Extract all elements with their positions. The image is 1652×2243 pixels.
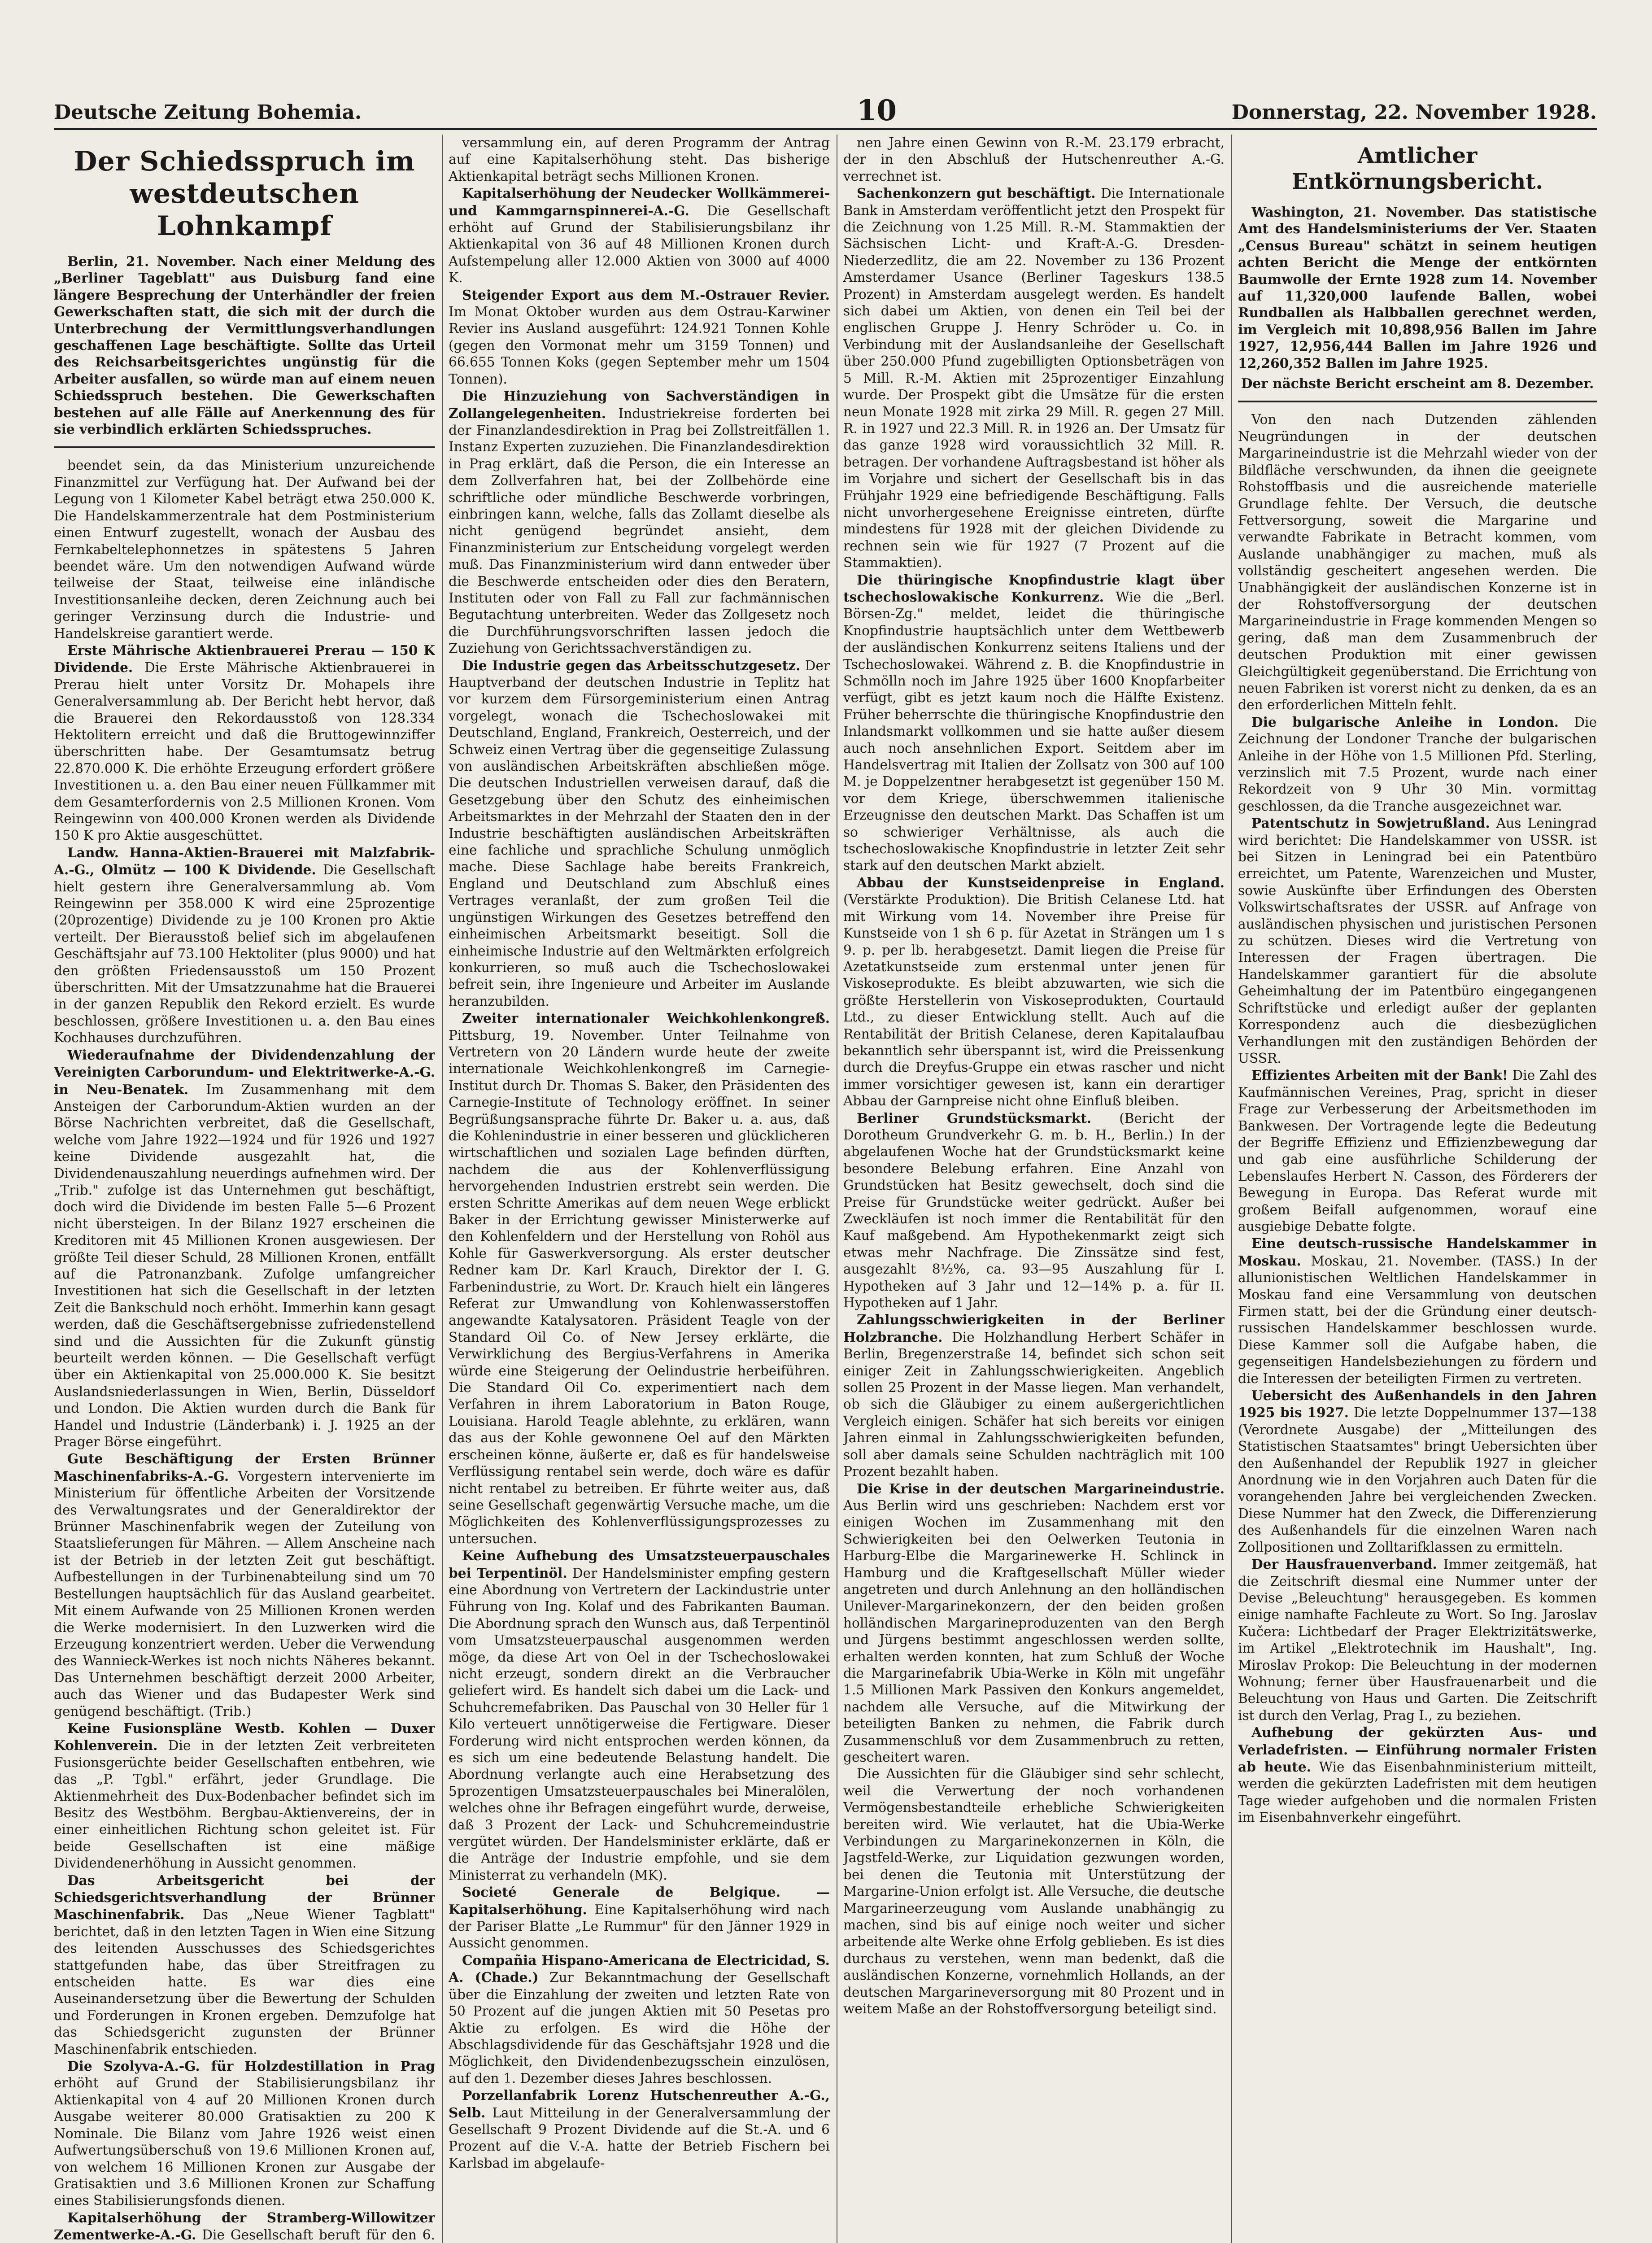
news-item [843, 1311, 1225, 1480]
news-item-heading: Kapitalserhöhung der Neudecker Wollkämmerei- und Kammgarnspinnerei-A.-G. [449, 185, 830, 218]
news-item-heading: Zweiter internationaler Weichkohlenkongreß. [462, 1010, 830, 1026]
news-item-text: Das „Neue Wiener Tagblatt" berichtet, daß in den letzten Tagen in Wien eine Sitzung des leitenden Ausschusses des Schiedsgerichtes stattgefunden habe, das über Streitfragen zu entscheiden hatte. Es war dies eine Auseinandersetzung über die Bewertung der Schulden und Forderungen in Kronen ergeben. Demzufolge hat das Schiedsgericht zugunsten der Brünner Maschinenfabrik entschieden. [54, 1907, 435, 2057]
news-item [449, 1884, 830, 1952]
news-item-heading: Die bulgarische Anleihe in London. [1251, 714, 1559, 730]
news-item [54, 1450, 435, 1720]
news-item [449, 1547, 830, 1884]
news-item-text: Industriekreise forderten bei der Finanzlandesdirektion in Prag bei Zollstreitfällen 1. Instanz Experten zuzuziehen. Die Finanzlandesdirektion in Prag erklärt, daß die Person, die ein Interesse an dem Zollverfahren hat, bei der Zollbehörde eine schriftliche oder mündliche Beschwerde vorbringen, einbringen kann, welche, falls das Zollamt dieselbe als nicht genügend begründet ansieht, dem Finanzministerium zur Entscheidung vorgelegt werden muß. Das Finanzministerium wird dann entweder über die Beschwerde entscheiden oder dies den Beratern, Instituten oder von Fall zu Fall zur fachmännischen Begutachtung unterbreiten. Weder das Zollgesetz noch die Durchführungsvorschriften lassen jedoch die Zuziehung von Gerichtssachverständigen zu. [449, 406, 830, 656]
col3-items [843, 135, 1225, 2018]
news-item-text: Die Aussichten für die Gläubiger sind sehr schlecht, weil die Verwertung der noch vorhandenen Vermögensbestandteile erhebliche Schwierigkeiten bereiten wird. Wie verlautet, hat die Ubia-Werke Verbindungen zu Margarinekonzernen in Köln, die Jagstfeld-Werke, zur Liquidation gezwungen worden, bei denen die Teutonia mit Unterstützung der Margarine-Union erfolgt ist. Alle Versuche, die deutsche Margarineerzeugung vom Auslande unabhängig zu machen, sind bis auf einige noch weiter und sicher arbeitende alte Werke ohne Erfolg geblieben. Es ist dies durchaus zu verstehen, wenn man bedenkt, daß die ausländischen Konzerne, vornehmlich Hollands, an der deutschen Margarineversorgung mit 80 Prozent und in weitem Maße an der Rohstoffversorgung beteiligt sind. [843, 1766, 1225, 2017]
news-item-heading: Keine Fusionspläne Westb. Kohlen — Duxer Kohlenverein. [54, 1720, 435, 1754]
news-item-heading: Zahlungsschwierigkeiten in der Berliner Holzbranche. [843, 1312, 1225, 1345]
news-item-heading: Die Hinzuziehung von Sachverständigen in Zollangelegenheiten. [449, 388, 830, 421]
column-3 [843, 135, 1225, 2243]
news-item [843, 874, 1225, 1110]
news-item-text: Der Hauptverband der deutschen Industrie in Teplitz hat vor kurzem dem Fürsorgeministerium einen Antrag vorgelegt, wonach die Tschechoslowakei mit Deutschland, England, Frankreich, Oesterreich, und der Schweiz einen Vertrag über die gegenseitige Zulassung von ausländischen Arbeitskräften abschließen möge. Die deutschen Industriellen verweisen darauf, daß die Gesetzgebung über den Schutz des einheimischen Arbeitsmarktes in der Mehrzahl der Staaten den in der Industrie beschäftigten ausländischen Arbeitskräften eine fachliche und sprachliche Schulung unmöglich mache. Diese Sachlage habe bereits Frankreich, England und Deutschland zum Abschluß eines Vertrages veranlaßt, der zum großen Teil die ungünstigen Wirkungen des Gesetzes betreffend den einheimischen Arbeitsmarkt beseitigt. Soll die einheimische Industrie auf den Weltmärkten erfolgreich konkurrieren, so muß auch die Tschechoslowakei befreit sein, ihre Ingenieure und Arbeiter im Auslande heranzubilden. [449, 658, 830, 1009]
news-item-heading: Die thüringische Knopfindustrie klagt über tschechoslowakische Konkurrenz. [843, 572, 1225, 605]
news-item-heading: Wiederaufnahme der Dividendenzahlung der Vereinigten Carborundum- und Elektritwerke-A.-G. in Neu-Benatek. [54, 1047, 435, 1097]
strike-lead: Berlin, 21. November. Nach einer Meldung des „Berliner Tageblatt" aus Duisburg fand eine längere Besprechung der Unterhändler der freien Gewerkschaften statt, die sich mit der durch die Unterbrechung der Vermittlungsverhandlungen geschaffenen Lage beschäftigte. Sollte das Urteil des Reichsarbeitsgerichtes ungünstig für die Arbeiter ausfallen, so würde man auf einem neuen Schiedsspruch bestehen. Die Gewerkschaften bestehen auf alle Fälle auf Anerkennung des für sie verbindlich erklärten Schiedsspruches. [54, 253, 435, 437]
news-item-text: Im Zusammenhang mit dem Ansteigen der Carborundum-Aktien wurden an der Börse Nachrichten verbreitet, daß die Gesellschaft, welche vom Jahre 1922—1924 und für 1926 und 1927 keine Dividende ausgezahlt hat, die Dividendenauszahlung neuerdings aufnehmen wird. Der „Trib." zufolge ist das Unternehmen gut beschäftigt, doch wird die Dividende im besten Falle 5—6 Prozent nicht übersteigen. In der Bilanz 1927 erscheinen die Kreditoren mit 45 Millionen Kronen ausgewiesen. Der größte Teil dieser Schuld, 28 Millionen Kronen, entfällt auf die Patronanzbank. Zufolge umfangreicher Investitionen hat sich die Gesellschaft in der letzten Zeit die Bankschuld noch erhöht. Immerhin kann gesagt werden, daß die Geschäftsergebnisse zufriedenstellend sind und die Aussichten für die Zukunft günstig beurteilt werden können. — Die Gesellschaft verfügt über ein Aktienkapital von 25.000.000 K. Sie besitzt Auslandsniederlassungen in Wien, Berlin, Düsseldorf und London. Die Aktien wurden durch die Bank für Handel und Industrie (Länderbank) i. J. 1925 an der Prager Börse eingeführt. [54, 1082, 435, 1450]
news-item-heading: Effizientes Arbeiten mit der Bank! [1251, 1067, 1508, 1083]
news-item [54, 2209, 435, 2243]
news-item-text: Vorgestern intervenierte im Ministerium für öffentliche Arbeiten der Vorsitzende des Verwaltungsrates und der Generaldirektor der Brünner Maschinenfabrik wegen der Zuteilung von Staatslieferungen für Mähren. — Allem Anscheine nach ist der Betrieb in der letzten Zeit gut beschäftigt. Aufbestellungen in der Turbinenabteilung sind um 70 Bestellungen hauptsächlich für das Ausland gearbeitet. Mit einem Aufwande von 25 Millionen Kronen werden die Werke modernisiert. In den Luzwerken wird die Erzeugung konzentriert werden. Ueber die Verwendung des Wannieck-Werkes ist noch nichts Näheres bekannt. Das Unternehmen beschäftigt derzeit 2000 Arbeiter, auch das Wiener und das Budapester Werk sind genügend beschäftigt. (Trib.) [54, 1468, 435, 1719]
news-item-heading: Keine Aufhebung des Umsatzsteuerpauschales bei Terpentinöl. [449, 1548, 830, 1581]
news-item [449, 135, 830, 185]
news-item-text: Die Gesellschaft hielt gestern ihre Generalversammlung ab. Vom Reingewinn per 358.000 K wird eine 25prozentige (20prozentige) Dividende zu je 100 Kronen pro Aktie verteilt. Der Bierausstoß belief sich im abgelaufenen Geschäftsjahr auf 73.100 Hektoliter (plus 9000) und hat den größten Friedensausstoß um 150 Prozent überschritten. Mit der Umsatzzunahme hat die Brauerei in der ganzen Republik den Rekord erzielt. Es wurde beschlossen, größere Investitionen u. a. den Bau eines Kochhauses durchzuführen. [54, 862, 435, 1046]
news-item-text: Im Monat Oktober wurden aus dem Ostrau-Karwiner Revier ins Ausland ausgeführt: 124.921 Tonnen Kohle (gegen den Vormonat mehr um 3159 Tonnen) und 66.655 Tonnen Koks (gegen September mehr um 1504 Tonnen). [449, 304, 830, 387]
headline-cotton: Amtlicher Entkörnungsbericht. [1291, 143, 1543, 194]
column-rule [1231, 135, 1232, 2243]
news-item-heading: Kapitalserhöhung der Stramberg-Willowitzer Zementwerke-A.-G. [54, 2209, 435, 2243]
cotton-lead: Washington, 21. November. Das statistische Amt des Handelsministeriums der Ver. Staaten „Census Bureau" schätzt in seinem heutigen achten Bericht die Menge der entkörnten Baumwolle der Ernte 1928 zum 14. November auf 11,320,000 laufende Ballen, wobei Rundballen als Halbballen gerechnet werden, im Vergleich mit 10,898,956 Ballen im Jahre 1927, 12,956,444 Ballen im Jahre 1926 und 12,260,352 Ballen im Jahre 1925. [1238, 204, 1597, 371]
news-item-text: Die Erste Mährische Aktienbrauerei in Prerau hielt unter Vorsitz Dr. Mohapels ihre Generalversammlung ab. Der Bericht hebt hervor, daß die Brauerei den Rekordausstoß von 128.334 Hektolitern erreicht und daß die Bruttogewinnziffer überschritten habe. Der Gesamtumsatz betrug 22.870.000 K. Die erhöhte Erzeugung erfordert größere Investitionen u. a. den Bau einer neuen Füllkammer mit dem Gesamterfordernis von 2.5 Millionen Kronen. Vom Reingewinn von 400.000 Kronen werden als Dividende 150 K pro Aktie ausgeschüttet. [54, 660, 435, 843]
news-item-heading: Societé Generale de Belgique. — Kapitalserhöhung. [449, 1884, 830, 1917]
news-item-text: Die in der letzten Zeit verbreiteten Fusionsgerüchte beider Gesellschaften entbehren, wie das „P. Tgbl." erfährt, jeder Grundlage. Die Aktienmehrheit des Dux-Bodenbacher befindet sich im Besitz des Westböhm. Bergbau-Aktienvereins, der in einer einheitlichen Richtung schon geleitet ist. Für beide Gesellschaften ist eine mäßige Dividendenerhöhung in Aussicht genommen. [54, 1738, 435, 1871]
news-item-text: Die Gesellschaft erhöht auf Grund der Stabilisierungsbilanz ihr Aktienkapital von 36 auf 48 Millionen Kronen durch Aufstempelung aller 12.000 Aktien von 3000 auf 4000 K. [449, 203, 830, 286]
news-item [843, 135, 1225, 185]
news-item-text: Aus Berlin wird uns geschrieben: Nachdem erst vor einigen Wochen im Zusammenhang mit den Schwierigkeiten bei den Oelwerken Teutonia in Harburg-Elbe die Margarinewerke H. Schlinck in Hamburg und die Kraftgesellschaft Müller wieder angetreten und durch Anlehnung an den holländischen Unilever-Margarinekonzern, der den beiden großen holländischen Margarineproduzenten van den Bergh und Jürgens bestimmt angeschlossen werden sollte, erhalten werden konnten, hat zum Schluß der Woche die Margarinefabrik Ubia-Werke in Köln mit ungefähr 1.5 Millionen Mark Passiven den Konkurs angemeldet, nachdem alle Versuche, auf die Mitwirkung der beteiligten Banken zu nehmen, die Fabrik durch Zusammenschluß vor dem Zusammenbruch zu retten, gescheitert waren. [843, 1497, 1225, 1765]
news-item-heading: Gute Beschäftigung der Ersten Brünner Maschinenfabriks-A.-G. [54, 1451, 435, 1484]
news-item [54, 1720, 435, 1872]
news-item-text: Die letzte Doppelnummer 137—138 (Verordnete Ausgabe) der „Mitteilungen des Statistischen Staatsamtes" bringt Uebersichten über den Außenhandel der Republik 1927 in gleicher Anordnung wie in den Vorjahren auch Daten für die vorangehenden Jahre bei vergleichenden Zwecken. Diese Nummer hat den Zweck, die Differenzierung des Außenhandels für die einzelnen Waren nach Zollpositionen und Zolltarifklassen zu ermitteln. [1238, 1405, 1597, 1555]
news-item-heading: Die Krise in der deutschen Margarineindustrie. [857, 1480, 1225, 1497]
news-item-text: Wie das Eisenbahnministerium mitteilt, werden die gekürzten Ladefristen mit dem heutigen Tage wieder aufgehoben und die normalen Fristen im Eisenbahnverkehr eingeführt. [1238, 1759, 1597, 1825]
news-item-heading: Die Industrie gegen das Arbeitsschutzgesetz. [462, 657, 801, 673]
news-item [449, 1010, 830, 1547]
section-divider [1238, 401, 1597, 402]
news-item [843, 1480, 1225, 1766]
column-4 [1238, 135, 1597, 2243]
news-item [449, 1952, 830, 2087]
news-item-heading: Der Hausfrauenverband. [1251, 1556, 1437, 1572]
news-item [843, 1110, 1225, 1312]
news-item [843, 185, 1225, 571]
news-item [1238, 1067, 1597, 1235]
paper-name: Deutsche Zeitung Bohemia. [54, 101, 362, 124]
news-item [54, 1872, 435, 2058]
news-item-text: Die Holzhandlung Herbert Schäfer in Berlin, Bregenzerstraße 14, befindet sich schon seit einiger Zeit in Zahlungsschwierigkeiten. Angeblich sollen 25 Prozent in der Masse liegen. Man verhandelt, ob sich die Gläubiger zu einem außergerichtlichen Vergleich einigen. Schäfer hat sich bereits vor einigen Jahren einmal in Zahlungsschwierigkeiten befunden, soll aber damals seine Schulden nachträglich mit 100 Prozent bezahlt haben. [843, 1329, 1225, 1479]
news-item-text: Der Handelsminister empfing gestern eine Abordnung von Vertretern der Lackindustrie unter Führung von Ing. Kolaf und des Fabrikanten Bauman. Die Abordnung sprach den Wunsch aus, daß Terpentinöl vom Umsatzsteuerpauschal ausgenommen werden möge, da diese Art von Oel in der Tschechoslowakei nicht erzeugt, sondern direkt an die Verbraucher geliefert wird. Es handelt sich dabei um die Lack- und Schuhcremefabriken. Das Pauschal von 30 Heller für 1 Kilo verteuert unnötigerweise die Fertigware. Dieser Forderung wird nicht entsprochen werden können, da es sich um eine bedeutende Belastung handelt. Die Abordnung verlangte auch eine Herabsetzung des 5prozentigen Umsatzsteuerpauschales bei Mineralölen, welches ohne ihr Befragen eingeführt wurde, derweise, daß 3 Prozent der Lack- und Schuhcremeindustrie vergütet würden. Der Handelsminister erklärte, daß er die Anträge der Industrie empfohle, und sie dem Ministerrat zu verhandeln (MK). [449, 1565, 830, 1883]
col2-items [449, 135, 830, 2172]
news-item-heading: Sachenkonzern gut beschäftigt. [857, 185, 1096, 201]
news-item-heading: Patentschutz in Sowjetrußland. [1251, 815, 1490, 831]
news-item-text: (Bericht der Dorotheum Grundverkehr G. m. b. H., Berlin.) In der abgelaufenen Woche hat der Grundstücksmarkt keine besondere Belebung erfahren. Eine Anzahl von Grundstücken hat Besitz gewechselt, doch sind die Preise für Grundstücke weiter gedrückt. Außer bei Zweckläufen ist noch immer die Rentabilität für den Kauf maßgebend. Am Hypothekenmarkt zeigt sich etwas mehr Nachfrage. Die Zinssätze sind fest, ausgezahlt 8½%, ca. 93—95 Auszahlung für I. Hypotheken auf 3 Jahr und 12—14% p. a. für II. Hypotheken auf 1 Jahr. [843, 1110, 1225, 1311]
news-item [54, 642, 435, 844]
news-item [449, 185, 830, 286]
news-item-heading: Aufhebung der gekürzten Aus- und Verladefristen. — Einführung normaler Fristen ab heute. [1238, 1724, 1597, 1775]
news-item-text: versammlung ein, auf deren Programm der Antrag auf eine Kapitalserhöhung steht. Das bisherige Aktienkapital beträgt sechs Millionen Kronen. [449, 135, 830, 184]
news-item [1238, 1724, 1597, 1826]
news-item-heading: Uebersicht des Außenhandels in den Jahren 1925 bis 1927. [1238, 1388, 1597, 1421]
page-number: 10 [857, 94, 897, 127]
issue-date: Donnerstag, 22. November 1928. [1231, 101, 1597, 124]
column-1 [54, 135, 435, 2243]
column-rule [442, 135, 443, 2243]
news-item-text: Eine Kapitalserhöhung wird nach der Pariser Blatte „Le Rummur" für den Jänner 1929 in Aussicht genommen. [449, 1902, 830, 1951]
news-item-heading: Die Szolyva-A.-G. für Holzdestillation in Prag [67, 2058, 435, 2074]
news-item-text: Von den nach Dutzenden zählenden Neugründungen in der deutschen Margarineindustrie ist die Mehrzahl wieder von der Bildfläche verschwunden, da ihnen die geeignete Rohstoffbasis und die ausreichende materielle Grundlage fehlte. Der Versuch, die deutsche Fettversorgung, soweit die Margarine und verwandte Fabrikate in Betracht kommen, vom Auslande unabhängiger zu machen, muß als vollständig gescheitert angesehen werden. Die Unabhängigkeit der ausländischen Konzerne ist in der Rohstoffversorgung der deutschen Margarineindustrie in Frage kommenden Mengen so gering, daß man dem Zusammenbruch der deutschen Produktion mit einer gewissen Gleichgültigkeit gegenüberstand. Die Errichtung von neuen Fabriken ist vorerst nicht zu denken, da es an den erforderlichen Mitteln fehlt. [1238, 412, 1597, 713]
news-item-text: Laut Mitteilung in der Generalversammlung der Gesellschaft 9 Prozent Dividende auf die St.-A. und 6 Prozent auf die V.-A. hatte der Betrieb Fischern bei Karlsbad im abgelaufe- [449, 2105, 830, 2171]
news-item-text: Wie die „Berl. Börsen-Zg." meldet, leidet die thüringische Knopfindustrie hauptsächlich unter dem Wettbewerb der ausländischen Konkurrenz seitens Italiens und der Tschechoslowakei. Während z. B. die Knopfindustrie in Schmölln noch im Jahre 1925 über 1600 Knopfarbeiter verfügt, gibt es jetzt kaum noch die Hälfte Existenz. Früher beherrschte die thüringische Knopfindustrie den Inlandsmarkt vollkommen und sie hatte außer diesem auch noch ansehnlichen Export. Seitdem aber im Handelsvertrag mit Italien der Zollsatz von 300 auf 100 M. je Doppelzentner herabgesetzt ist gegenüber 150 M. vor dem Kriege, überschwemmen italienische Erzeugnisse den deutschen Markt. Das Schaffen ist um so schwieriger Verhältnisse, als auch die tschechoslowakische Knopfindustrie in letzter Zeit sehr stark auf den deutschen Markt abzielt. [843, 589, 1225, 873]
news-item [1238, 714, 1597, 815]
news-item-text: Die Zeichnung der Londoner Tranche der bulgarischen Anleihe in der Höhe von 1.5 Millionen Pfd. Sterling, verzinslich mit 7.5 Prozent, wurde nach einer Rekordzeit von 9 Uhr 30 Min. vormittag geschlossen, da die Tranche ausgezeichnet war. [1238, 714, 1597, 814]
news-item-heading: Berliner Grundstücksmarkt. [857, 1110, 1092, 1126]
news-item [449, 287, 830, 388]
news-item-text: Moskau, 21. November. (TASS.) In der allunionistischen Weltlichen Handelskammer in Moskau fand eine Versammlung von deutschen Firmen statt, bei der die Gründung einer deutsch-russischen Handelskammer beschlossen wurde. Diese Kammer soll die Aufgabe haben, die gegenseitigen Handelsbeziehungen zu fördern und die Interessen der beteiligten Firmen zu vertreten. [1238, 1253, 1597, 1386]
news-item-heading: Abbau der Kunstseidenpreise in England. [857, 874, 1225, 890]
news-item [54, 1047, 435, 1451]
news-item [843, 572, 1225, 874]
news-item-text: Die Zahl des Kaufmännischen Vereines, Prag, spricht in dieser Frage zur Verbesserung der Arbeitsmethoden im Bankwesen. Der Vortragende legte die Bedeutung der Begriffe Effizienz und Effizienzbewegung dar und gab eine ausführliche Schilderung der Lebenslaufes Herbert N. Casson, des Förderers der Bewegung in Europa. Das Referat wurde mit großem Beifall aufgenommen, worauf eine ausgiebige Debatte folgte. [1238, 1068, 1597, 1234]
news-item-text: Aus Leningrad wird berichtet: Die Handelskammer von USSR. ist bei Sitzen in Leningrad bei ein Patentbüro erreichtet, um Patente, Warenzeichen und Muster, sowie Auskünfte über Erfindungen des Obersten Volkswirtschaftsrates der USSR. auf Anfrage von ausländischen physischen und juristischen Personen zu schützen. Dieses wird die Vertretung von Interessen der Fragen übertragen. Die Handelskammer garantiert für die absolute Geheimhaltung der im Patentbüro eingegangenen Schriftstücke und erledigt außer der geplanten Korrespondenz auch die diesbezüglichen Verhandlungen mit den zuständigen Behörden der USSR. [1238, 816, 1597, 1066]
news-item-heading: Eine deutsch-russische Handelskammer in Moskau. [1238, 1235, 1597, 1269]
section-divider [54, 446, 435, 448]
news-item [1238, 1556, 1597, 1724]
news-item-heading: Das Arbeitsgericht bei der Schiedsgerichtsverhandlung der Brünner Maschinenfabrik. [54, 1872, 435, 1923]
news-item [1238, 815, 1597, 1067]
headline-strike: Der Schiedsspruch im westdeutschen Lohnkampf [74, 146, 415, 242]
news-item [1238, 1387, 1597, 1556]
col1-items [54, 642, 435, 2243]
strike-body: beendet sein, da das Ministerium unzureichende Finanzmittel zur Verfügung hat. Der Aufwand bei der Legung von 1 Kilometer Kabel beträgt etwa 250.000 K. Die Handelskammerzentrale hat dem Postministerium einen Entwurf zugestellt, wonach der Ausbau des Fernkabeltelephonnetzes in spätestens 5 Jahren beendet wäre. Um den notwendigen Aufwand würde teilweise der Staat, teilweise eine inländische Investitionsanleihe decken, deren Zeichnung auch bei geringer Verzinsung durch die Industrie- und Handelskreise garantiert werde. [54, 458, 435, 641]
news-item-text: (Verstärkte Produktion). Die British Celanese Ltd. hat mit Wirkung vom 14. November ihre Preise für Kunstseide von 1 sh 6 p. für Azetat in Strängen um 1 s 9. p. per lb. herabgesetzt. Damit liegen die Preise für Azetatkunstseide zum erstenmal unter jenen für Viskoseprodukte. Es bleibt abzuwarten, wie sich die größte Herstellerin von Viskoseprodukten, Courtauld Ltd., zu dieser Entwicklung stellt. Auch auf die Rentabilität der British Celanese, deren Kapitalaufbau bekanntlich sehr überspannt ist, wird die Preissenkung durch die Dreyfus-Gruppe ein etwas rascher und nicht immer vorsichtiger gewesen ist, kann ein derartiger Abbau der Garnpreise nicht ohne Einfluß bleiben. [843, 892, 1225, 1109]
cotton-next: Der nächste Bericht erscheint am 8. Dezember. [1241, 375, 1594, 392]
news-item [54, 2058, 435, 2209]
news-item [1238, 411, 1597, 713]
news-item-heading: Steigender Export aus dem M.-Ostrauer Revier. [462, 287, 830, 303]
news-item-heading: Landw. Hanna-Aktien-Brauerei mit Malzfabrik-A.-G., Olmütz — 100 K Dividende. [54, 844, 435, 878]
col4-items [1238, 411, 1597, 1826]
news-item-text: Die Internationale Bank in Amsterdam veröffentlicht jetzt den Prospekt für die Zeichnung von 1.25 Mill. R.-M. Stammaktien der Sächsischen Licht- und Kraft-A.-G. Dresden-Niederzedlitz, die am 22. November zu 136 Prozent Amsterdamer Usance (Berliner Tageskurs 138.5 Prozent) in Amsterdam ausgelegt werden. Es handelt sich dabei um Aktien, von denen ein Teil bei der englischen Gruppe J. Henry Schröder u. Co. in Verbindung mit der Auslandsanleihe der Gesellschaft über 250.000 Pfund zugebilligten Optionsbeträgen von 5 Mill. R.-M. Aktien mit 25prozentiger Einzahlung wurde. Der Prospekt gibt die Umsätze für die ersten neun Monate 1928 mit zirka 29 Mill. R. gegen 27 Mill. R. in 1927 und 22.3 Mill. R. in 1926 an. Der Umsatz für das ganze 1928 wird voraussichtlich 32 Mill. R. betragen. Der vorhandene Auftragsbestand ist höher als im Vorjahre und sichert der Gesellschaft bis in das Frühjahr 1929 eine befriedigende Beschäftigung. Falls nicht unvorhergesehene Ereignisse eintreten, dürfte mindestens für 1928 mit der gleichen Dividende zu rechnen sein wie für 1927 (7 Prozent auf die Stammaktien). [843, 186, 1225, 571]
news-item-text: Immer zeitgemäß, hat die Zeitschrift diesmal eine Nummer unter der Devise „Beleuchtung" herausgegeben. Es kommen einige namhafte Fachleute zu Wort. So Ing. Jaroslav Kučera: Lichtbedarf der Prager Elektrizitätswerke, im Artikel „Elektrotechnik im Haushalt", Ing. Miroslav Prokop: Die Beleuchtung in der modernen Wohnung; ferner über Hausfrauenarbeit und die Beleuchtung von Haus und Garten. Die Zeitschrift ist durch den Verlag, Prag I., zu beziehen. [1238, 1557, 1597, 1723]
news-item [54, 844, 435, 1047]
news-item [449, 657, 830, 1010]
news-item-text: Die Gesellschaft beruft für den 6. [202, 2227, 435, 2243]
news-item-heading: Compañia Hispano-Americana de Electricidad, S. A. (Chade.) [449, 1952, 830, 1986]
news-item-text: erhöht auf Grund der Stabilisierungsbilanz ihr Aktienkapital von 4 auf 20 Millionen Kronen durch Ausgabe weiterer 80.000 Gratisaktien zu 200 K Nominale. Die Bilanz vom Jahre 1926 weist einen Aufwertungsüberschuß von 19.6 Millionen Kronen auf, von welchem 16 Millionen Kronen zur Ausgabe der Gratisaktien und 3.6 Millionen Kronen zur Schaffung eines Stabilisierungsfonds dienen. [54, 2075, 435, 2208]
news-item-text: Zur Bekanntmachung der Gesellschaft über die Einzahlung der zweiten und letzten Rate von 50 Prozent auf die jungen Aktien mit 50 Pesetas pro Aktie zu erfolgen. Es wird die Höhe der Abschlagsdividende für das Geschäftsjahr 1928 und die Möglichkeit, den Dividendenbezugsschein einzulösen, auf den 1. Dezember dieses Jahres beschlossen. [449, 1970, 830, 2086]
news-item-text: nen Jahre einen Gewinn von R.-M. 23.179 erbracht, der in den Abschluß der Hutschenreuther A.-G. verrechnet ist. [843, 135, 1225, 184]
masthead [54, 96, 1597, 130]
news-item [449, 388, 830, 657]
column-2 [449, 135, 830, 2243]
news-item [449, 2087, 830, 2172]
news-item-heading: Porzellanfabrik Lorenz Hutschenreuther A.-G., Selb. [449, 2087, 830, 2121]
news-item [1238, 1235, 1597, 1387]
news-item [843, 1766, 1225, 2017]
news-item-text: Pittsburg, 19. November. Unter Teilnahme von Vertretern von 20 Ländern wurde heute der zweite internationale Weichkohlenkongreß im Carnegie-Institut durch Dr. Thomas S. Baker, den Präsidenten des Carnegie-Institute of Technology eröffnet. In seiner Begrüßungsansprache führte Dr. Baker u. a. aus, daß die Kohlenindustrie in einer besseren und glücklicheren wirtschaftlichen und sozialen Lage befinden dürften, nachdem die aus der Kohlenverflüssigung hervorgehenden Industrien erstrebt sein werden. Die ersten Schritte Amerikas auf dem neuen Wege erblickt Baker in der Errichtung gewisser Ministerwerke auf den Kohlenfeldern und der Herstellung von Rohöl aus Kohle für Gaswerkversorgung. Als erster deutscher Redner kam Dr. Karl Krauch, Direktor der I. G. Farbenindustrie, zu Wort. Dr. Krauch hielt ein längeres Referat zur Umwandlung von Kohlenwasserstoffen angewandte Katalysatoren. Präsident Teagle von der Standard Oil Co. of New Jersey erklärte, die Verwirklichung des Bergius-Verfahrens in Amerika würde eine Steigerung der Oelindustrie herbeiführen. Die Standard Oil Co. experimentiert nach dem Verfahren in ihrem Laboratorium in Baton Rouge, Louisiana. Harold Teagle ablehnte, zu erklären, wann das aus der Kohle gewonnene Oel auf den Märkten erscheinen könne, äußerte er, daß es für handelsweise Verflüssigung rentabel sein werde, doch wäre es dafür nicht rentabel zu betreiben. Er führte weiter aus, daß seine Gesellschaft gegenwärtig Versuche mache, um die Möglichkeiten des Kohlenverflüssigungsprozesses zu untersuchen. [449, 1027, 830, 1546]
news-item-heading: Erste Mährische Aktienbrauerei Prerau — 150 K Dividende. [54, 642, 435, 676]
